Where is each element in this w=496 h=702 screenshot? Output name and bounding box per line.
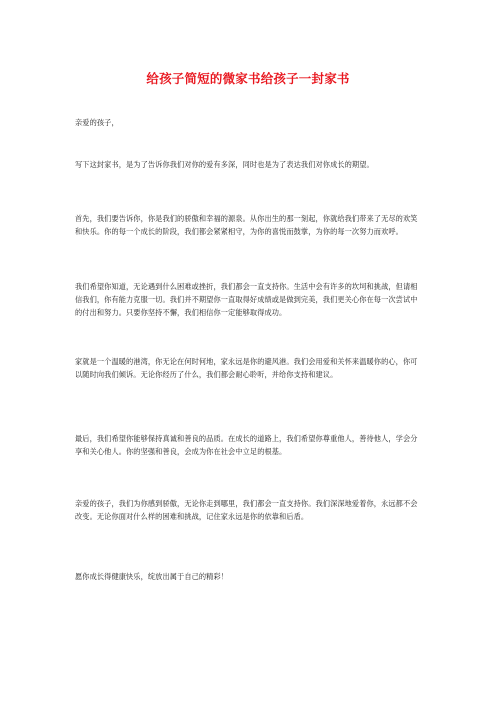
- paragraph-pride: 首先，我们要告诉你，你是我们的骄傲和幸福的源泉。从你出生的那一刻起，你就给我们带来了无尽的欢笑和快乐。你的每一个成长的阶段，我们都会紧紧相守，为你的喜悦而鼓掌，为你的每一次努力而欢呼。: [75, 214, 418, 236]
- paragraph-love: 亲爱的孩子，我们为你感到骄傲，无论你走到哪里，我们都会一直支持你。我们深深地爱着你，永远都不会改变。无论你面对什么样的困难和挑战，记住家永远是你的依靠和后盾。: [75, 499, 418, 521]
- paragraph-wish: 愿你成长得健康快乐，绽放出属于自己的精彩！: [75, 572, 229, 581]
- paragraph-kindness: 最后，我们希望你能够保持真诚和善良的品质。在成长的道路上，我们希望你尊重他人，善待他人，学会分享和关心他人。你的坚强和善良，会成为你在社会中立足的根基。: [75, 434, 418, 456]
- paragraph-home: 家就是一个温暖的港湾，你无论在何时何地，家永远是你的避风港。我们会用爱和关怀来温暖你的心，你可以随时向我们倾诉。无论你经历了什么，我们都会耐心聆听，并给你支持和建议。: [75, 357, 418, 379]
- document-title: 给孩子简短的微家书给孩子一封家书: [146, 71, 350, 86]
- paragraph-support: 我们希望你知道，无论遇到什么困难或挫折，我们都会一直支持你。生活中会有许多的坎坷和挑战，但请相信我们，你有能力克服一切。我们并不期望你一直取得好成绩或是做到完美，我们更关心你在每一次尝试中的付出和努力。只要你坚持不懈，我们相信你一定能够取得成功。: [75, 282, 418, 317]
- paragraph-purpose: 写下这封家书，是为了告诉你我们对你的爱有多深，同时也是为了表达我们对你成长的期望。: [75, 160, 374, 169]
- paragraph-greeting: 亲爱的孩子，: [75, 118, 119, 127]
